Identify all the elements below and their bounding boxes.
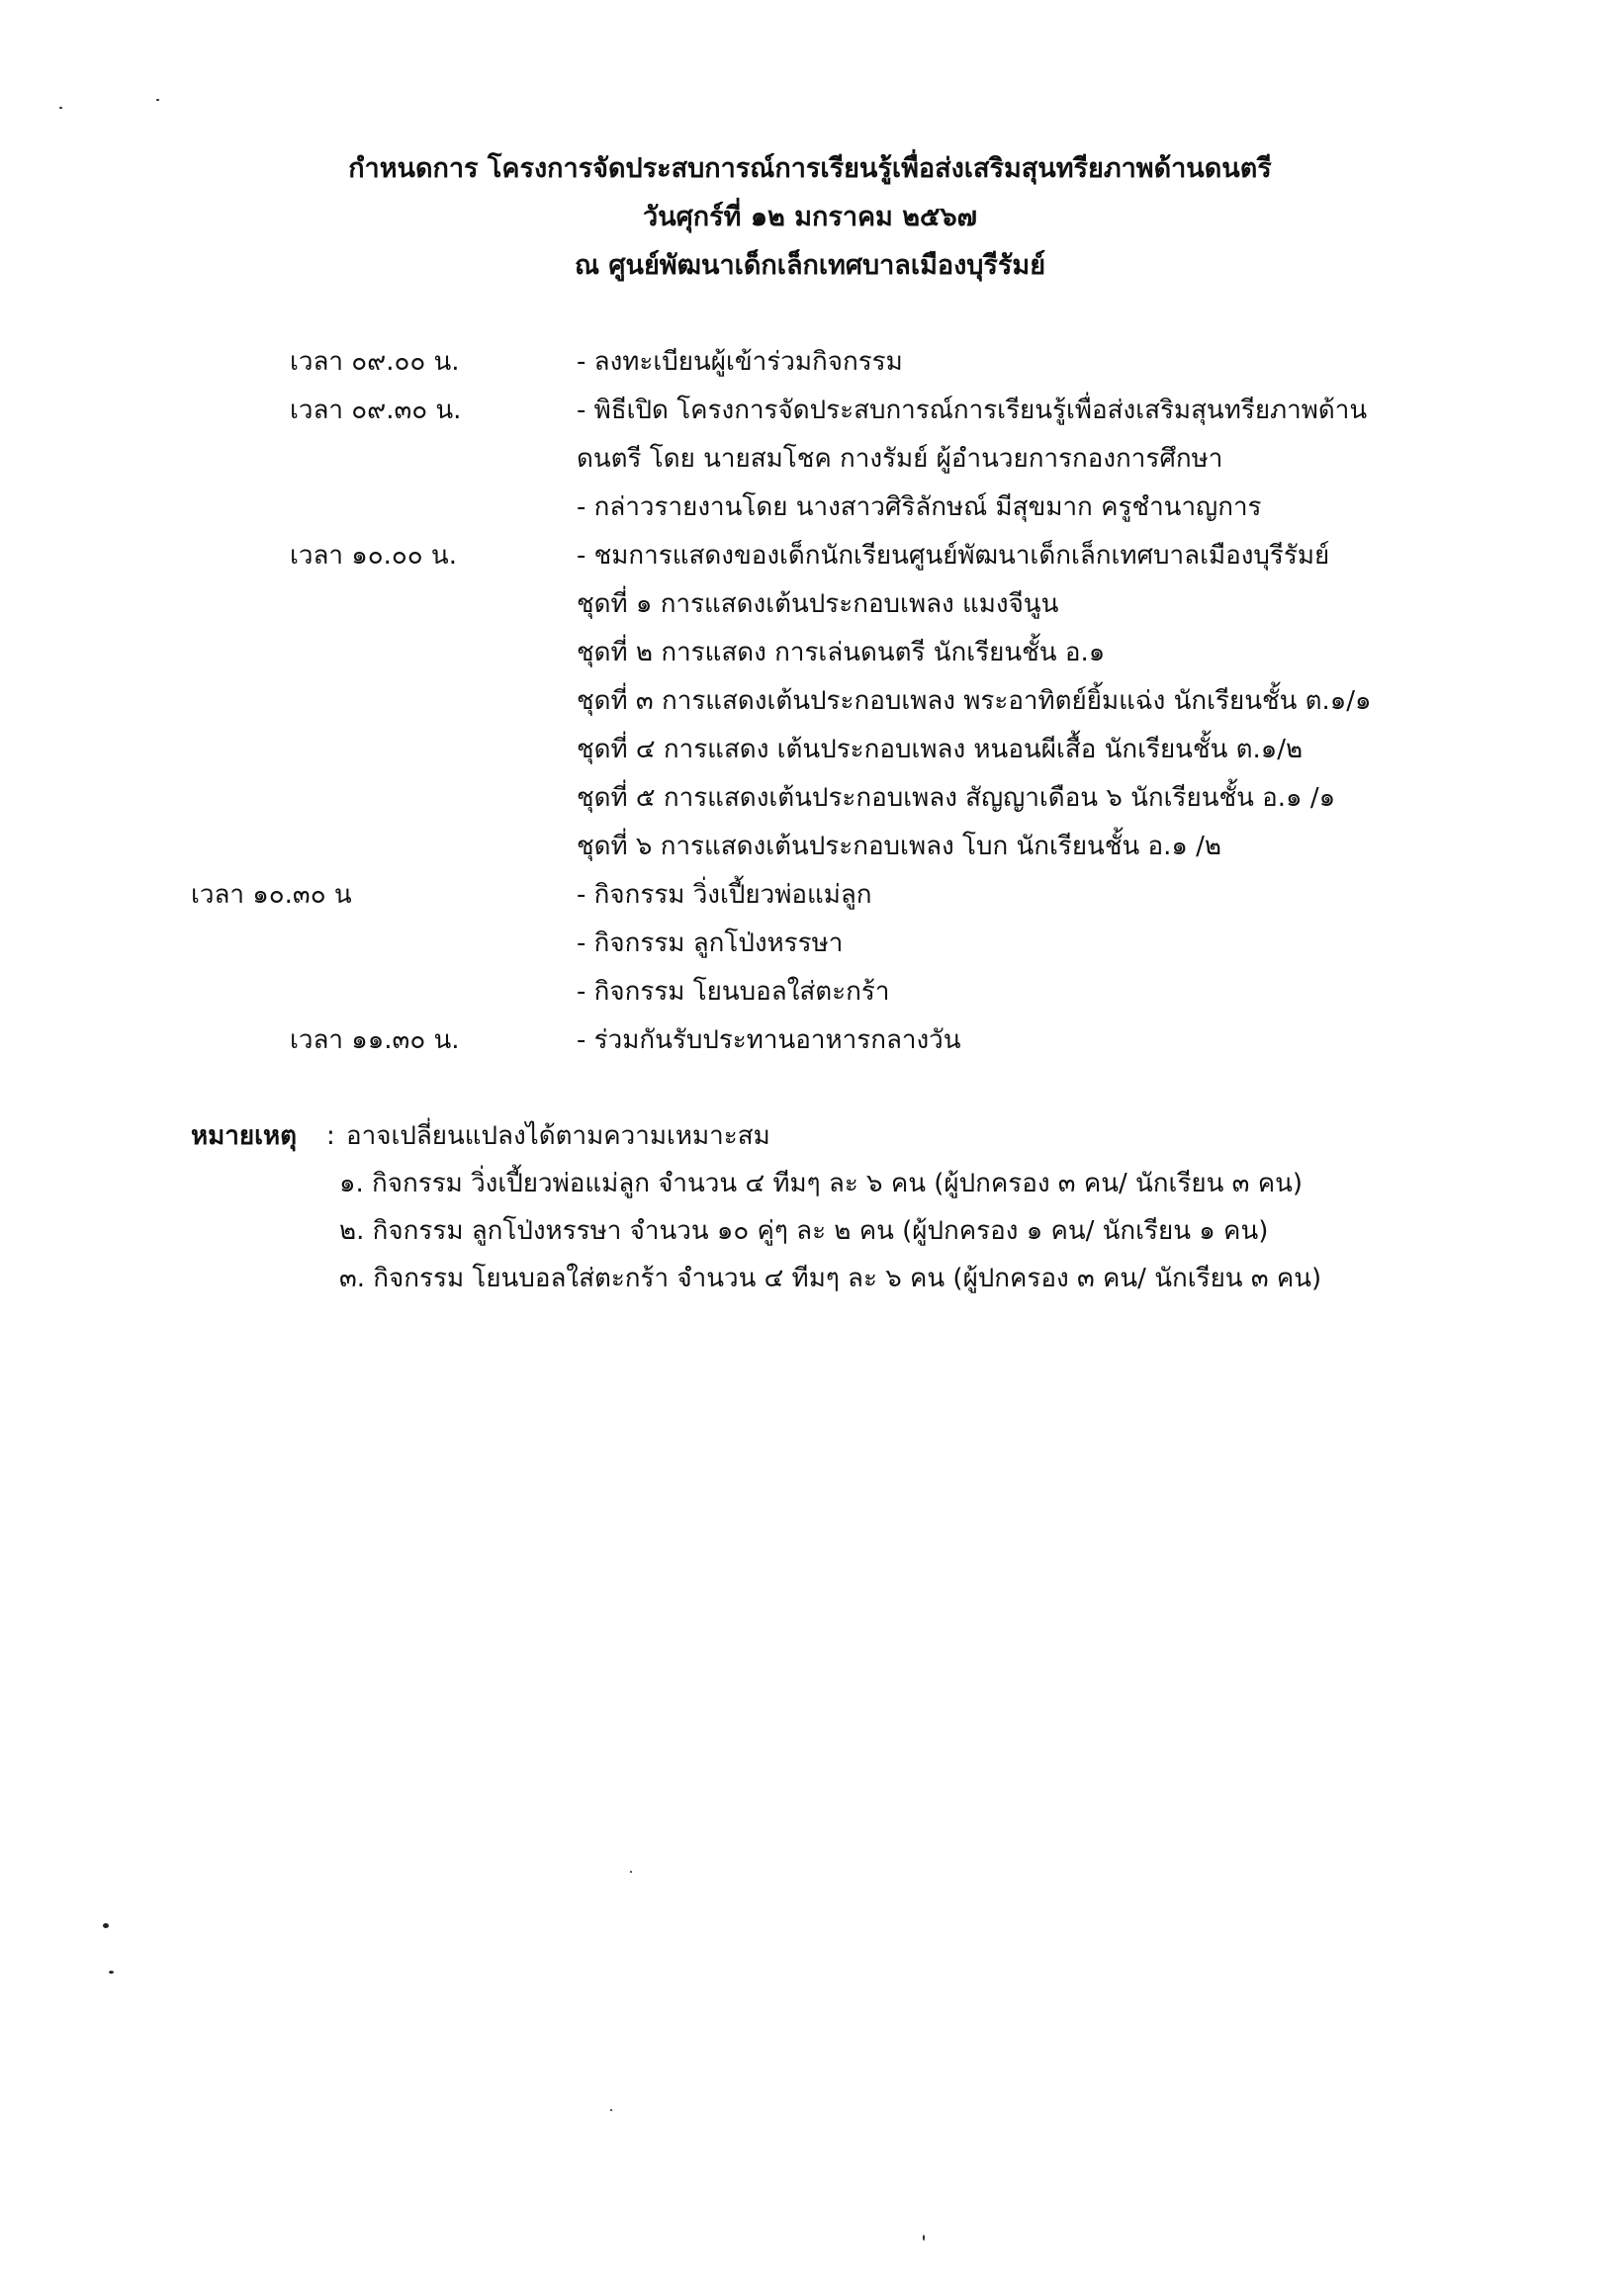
schedule-row: [0, 726, 1620, 774]
schedule-item: - กิจกรรม ลูกโป่งหรรษา: [577, 928, 844, 958]
schedule-time: เวลา ๐๙.๐๐ น.: [290, 347, 460, 377]
notes-label: หมายเหตุ: [191, 1121, 298, 1151]
schedule-row: [0, 484, 1620, 532]
scan-speck: [109, 1971, 114, 1974]
schedule-row: [0, 1016, 1620, 1065]
header-venue: ณ ศูนย์พัฒนาเด็กเล็กเทศบาลเมืองบุรีรัมย์: [574, 250, 1046, 281]
schedule-row: [0, 871, 1620, 920]
schedule-row: [0, 629, 1620, 677]
scan-speck: [923, 2235, 925, 2241]
scan-speck: [610, 2109, 612, 2111]
schedule-time: เวลา ๑๑.๓๐ น.: [290, 1025, 460, 1055]
scan-speck: [156, 99, 159, 101]
scan-speck: [59, 107, 62, 109]
notes-intro: อาจเปลี่ยนแปลงได้ตามความเหมาะสม: [346, 1121, 770, 1151]
notes-colon: :: [326, 1121, 335, 1151]
note-item: ๒. กิจกรรม ลูกโป่งหรรษา จำนวน ๑๐ คู่ๆ ละ ๒ คน (ผู้ปกครอง ๑ คน/ นักเรียน ๑ คน): [339, 1216, 1269, 1246]
schedule-item: - พิธีเปิด โครงการจัดประสบการณ์การเรียนรู้เพื่อส่งเสริมสุนทรียภาพด้าน: [577, 396, 1368, 425]
schedule-row: [0, 532, 1620, 580]
note-item-row: [0, 1255, 1620, 1302]
schedule-row: [0, 774, 1620, 823]
schedule-item: ชุดที่ ๔ การแสดง เต้นประกอบเพลง หนอนผีเสื้อ นักเรียนชั้น ต.๑/๒: [577, 735, 1304, 764]
schedule-item: ชุดที่ ๒ การแสดง การเล่นดนตรี นักเรียนชั้น อ.๑: [577, 638, 1106, 667]
document-header: [0, 144, 1620, 290]
note-item: ๑. กิจกรรม วิ่งเปี้ยวพ่อแม่ลูก จำนวน ๔ ทีมๆ ละ ๖ คน (ผู้ปกครอง ๓ คน/ นักเรียน ๓ คน): [339, 1169, 1304, 1198]
schedule-item: ดนตรี โดย นายสมโชค กางรัมย์ ผู้อำนวยการกองการศึกษา: [577, 444, 1223, 474]
schedule-time: เวลา ๑๐.๐๐ น.: [290, 541, 457, 571]
schedule-row: [0, 823, 1620, 871]
schedule-list: [0, 338, 1620, 1065]
schedule-item: - ชมการแสดงของเด็กนักเรียนศูนย์พัฒนาเด็กเล็กเทศบาลเมืองบุรีรัมย์: [577, 541, 1330, 571]
schedule-time: เวลา ๑๐.๓๐ น: [191, 880, 352, 910]
schedule-item: - กิจกรรม โยนบอลใส่ตะกร้า: [577, 977, 890, 1007]
schedule-row: [0, 387, 1620, 435]
schedule-item: ชุดที่ ๑ การแสดงเต้นประกอบเพลง แมงจีนูน: [577, 589, 1059, 619]
schedule-row: [0, 435, 1620, 484]
schedule-row: [0, 968, 1620, 1016]
schedule-row: [0, 677, 1620, 726]
scan-speck: [103, 1923, 109, 1928]
notes-section: [0, 1112, 1620, 1302]
schedule-row: [0, 580, 1620, 629]
note-item-row: [0, 1207, 1620, 1255]
scan-speck: [630, 1871, 632, 1873]
schedule-item: ชุดที่ ๖ การแสดงเต้นประกอบเพลง โบก นักเรียนชั้น อ.๑ /๒: [577, 832, 1222, 861]
header-date: วันศุกร์ที่ ๑๒ มกราคม ๒๕๖๗: [643, 202, 977, 232]
schedule-item: ชุดที่ ๕ การแสดงเต้นประกอบเพลง สัญญาเดือน ๖ นักเรียนชั้น อ.๑ /๑: [577, 783, 1336, 813]
schedule-item: - กล่าวรายงานโดย นางสาวศิริลักษณ์ มีสุขมาก ครูชำนาญการ: [577, 492, 1262, 522]
schedule-row: [0, 338, 1620, 387]
note-item-row: [0, 1160, 1620, 1207]
schedule-item: - กิจกรรม วิ่งเปี้ยวพ่อแม่ลูก: [577, 880, 872, 910]
note-item: ๓. กิจกรรม โยนบอลใส่ตะกร้า จำนวน ๔ ทีมๆ ละ ๖ คน (ผู้ปกครอง ๓ คน/ นักเรียน ๓ คน): [339, 1264, 1322, 1293]
notes-heading-row: [0, 1112, 1620, 1160]
header-title: กำหนดการ โครงการจัดประสบการณ์การเรียนรู้เพื่อส่งเสริมสุนทรียภาพด้านดนตรี: [348, 153, 1272, 184]
schedule-row: [0, 920, 1620, 968]
schedule-item: ชุดที่ ๓ การแสดงเต้นประกอบเพลง พระอาทิตย์ยิ้มแฉ่ง นักเรียนชั้น ต.๑/๑: [577, 686, 1372, 716]
schedule-time: เวลา ๐๙.๓๐ น.: [290, 396, 462, 425]
schedule-item: - ร่วมกันรับประทานอาหารกลางวัน: [577, 1025, 961, 1055]
schedule-item: - ลงทะเบียนผู้เข้าร่วมกิจกรรม: [577, 347, 903, 377]
